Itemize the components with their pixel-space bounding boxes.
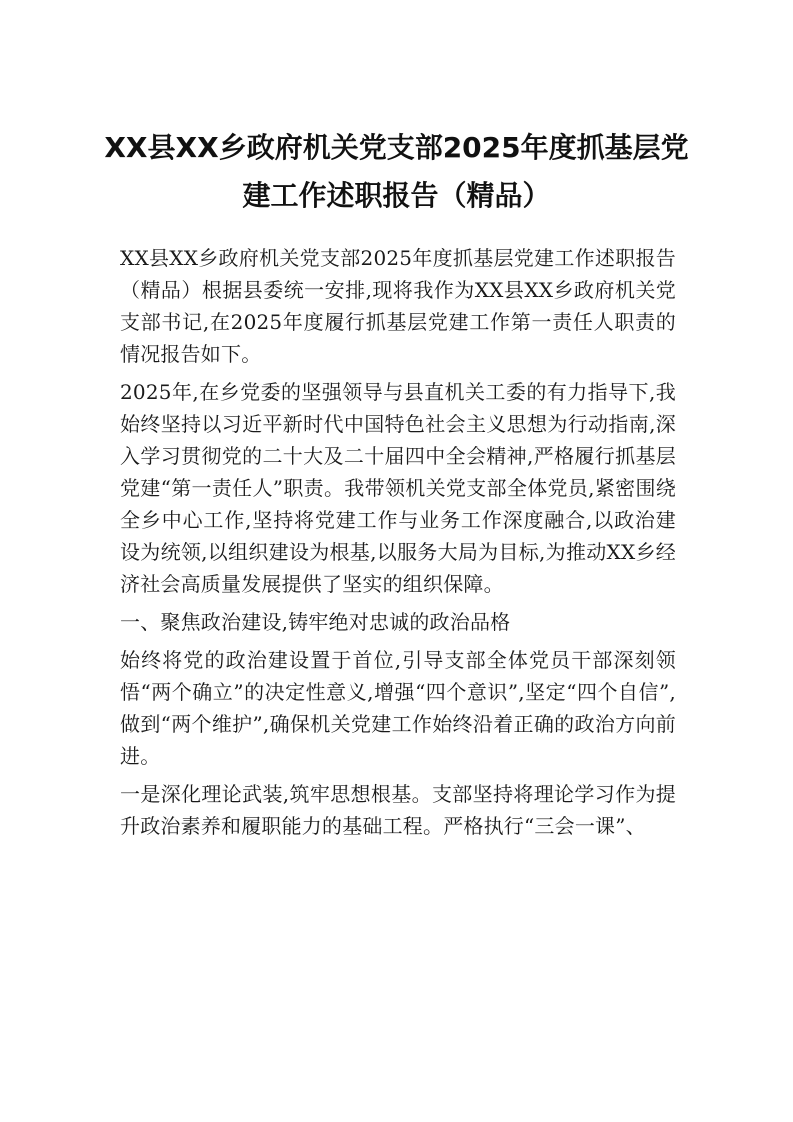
body-paragraph-intro: XX县XX乡政府机关党支部2025年度抓基层党建工作述职报告（精品）根据县委统一安排,现将我作为XX县XX乡政府机关党支部书记,在2025年度履行抓基层党建工作第一责任人职责的情况报告如下。 <box>120 246 676 366</box>
section-heading-1: 一、聚焦政治建设,铸牢绝对忠诚的政治品格 <box>120 610 511 634</box>
body-paragraph-overview: 2025年,在乡党委的坚强领导与县直机关工委的有力指导下,我始终坚持以习近平新时代中国特色社会主义思想为行动指南,深入学习贯彻党的二十大及二十届四中全会精神,严格履行抓基层党建“第一责任人”职责。我带领机关党支部全体党员,紧密围绕全乡中心工作,坚持将党建工作与业务工作深度融合,以政治建设为统领,以组织建设为根基,以服务大局为目标,为推动XX乡经济社会高质量发展提供了坚实的组织保障。 <box>120 380 676 596</box>
body-paragraph-point-1: 一是深化理论武装,筑牢思想根基。支部坚持将理论学习作为提升政治素养和履职能力的基础工程。严格执行“三会一课”、 <box>120 782 676 838</box>
document-body <box>120 242 676 848</box>
body-paragraph-section-1: 始终将党的政治建设置于首位,引导支部全体党员干部深刻领悟“两个确立”的决定性意义,增强“四个意识”,坚定“四个自信”,做到“两个维护”,确保机关党建工作始终沿着正确的政治方向前进。 <box>120 648 676 768</box>
document-title: XX县XX乡政府机关党支部2025年度抓基层党建工作述职报告（精品） <box>104 131 689 212</box>
